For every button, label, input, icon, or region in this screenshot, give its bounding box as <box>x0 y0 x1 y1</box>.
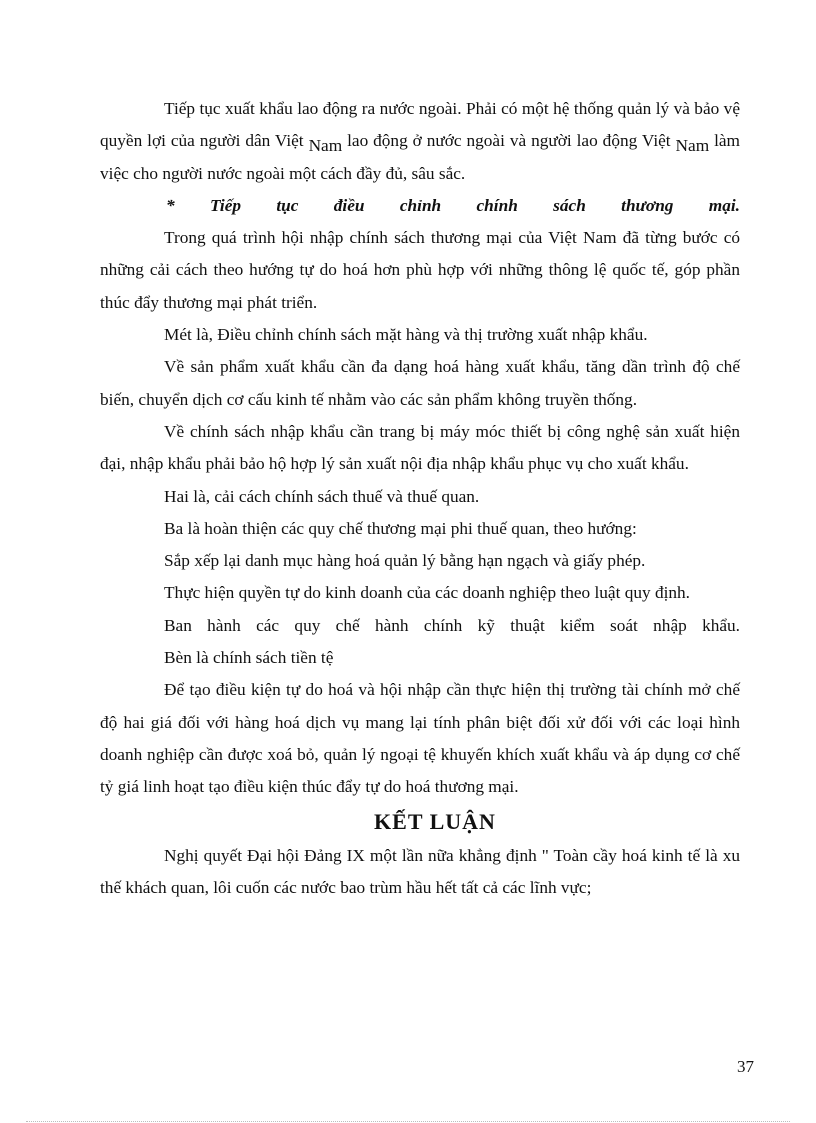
footer-divider <box>26 1121 790 1122</box>
paragraph-quota: Sắp xếp lại danh mục hàng hoá quản lý bằng hạn ngạch và giấy phép. <box>164 551 646 571</box>
paragraph-first-point: Mét là, Điều chỉnh chính sách mặt hàng và thị trường xuất nhập khẩu. <box>164 325 648 345</box>
paragraph-export-products: Về sản phẩm xuất khẩu cần đa dạng hoá hàng xuất khẩu, tăng dần trình độ chế biến, chuyển dịch cơ cấu kinh tế nhằm vào các sản phẩm không truyền thống. <box>100 357 740 409</box>
paragraph-text: Tiếp tục xuất khẩu lao động ra nước ngoài. Phải có một hệ thống quản lý và bảo vệ quyền lợi của người dân Việt <box>100 99 740 151</box>
subscript-word: Nam <box>308 136 343 156</box>
paragraph-second-point: Hai là, cải cách chính sách thuế và thuế quan. <box>164 486 480 506</box>
paragraph-regulations: Ban hành các quy chế hành chính kỹ thuật kiểm soát nhập khẩu. <box>164 615 740 635</box>
paragraph-integration: Trong quá trình hội nhập chính sách thương mại của Việt Nam đã từng bước có những cải cách theo hướng tự do hoá hơn phù hợp với những thông lệ quốc tế, góp phần thúc đẩy thương mại phát triển. <box>100 228 740 312</box>
conclusion-title: KẾT LUẬN <box>374 808 496 834</box>
page-body <box>100 93 740 904</box>
paragraph-labor-export <box>100 93 740 190</box>
page-number: 37 <box>737 1057 754 1076</box>
paragraph-conclusion: Nghị quyết Đại hội Đảng IX một lần nữa khẳng định " Toàn cầy hoá kinh tế là xu thế khách quan, lôi cuốn các nước bao trùm hầu hết tất cả các lĩnh vực; <box>100 845 740 897</box>
paragraph-text: làm việc cho người nước ngoài một cách đầy đủ, sâu sắc. <box>100 131 740 183</box>
paragraph-fourth-point: Bèn là chính sách tiền tệ <box>164 648 334 668</box>
paragraph-business-freedom: Thực hiện quyền tự do kinh doanh của các doanh nghiệp theo luật quy định. <box>164 583 690 603</box>
paragraph-monetary-policy: Để tạo điều kiện tự do hoá và hội nhập cần thực hiện thị trường tài chính mở chế độ hai giá đối với hàng hoá dịch vụ mang lại tính phân biệt đối xử đối với các loại hình doanh nghiệp cần được xoá bỏ, quản lý ngoại tệ khuyến khích xuất khẩu và áp dụng cơ chế tỷ giá linh hoạt tạo điều kiện thúc đẩy tự do hoá thương mại. <box>100 680 740 797</box>
subscript-word: Nam <box>675 136 710 156</box>
section-heading-trade-policy: * Tiếp tục điều chỉnh chính sách thương mại. <box>166 195 740 215</box>
paragraph-third-point: Ba là hoàn thiện các quy chế thương mại phi thuế quan, theo hướng: <box>164 518 637 538</box>
paragraph-text: lao động ở nước ngoài và người lao động Việt <box>342 131 676 151</box>
paragraph-import-policy: Về chính sách nhập khẩu cần trang bị máy móc thiết bị công nghệ sản xuất hiện đại, nhập khẩu phải bảo hộ hợp lý sản xuất nội địa nhập khẩu phục vụ cho xuất khẩu. <box>100 421 740 474</box>
